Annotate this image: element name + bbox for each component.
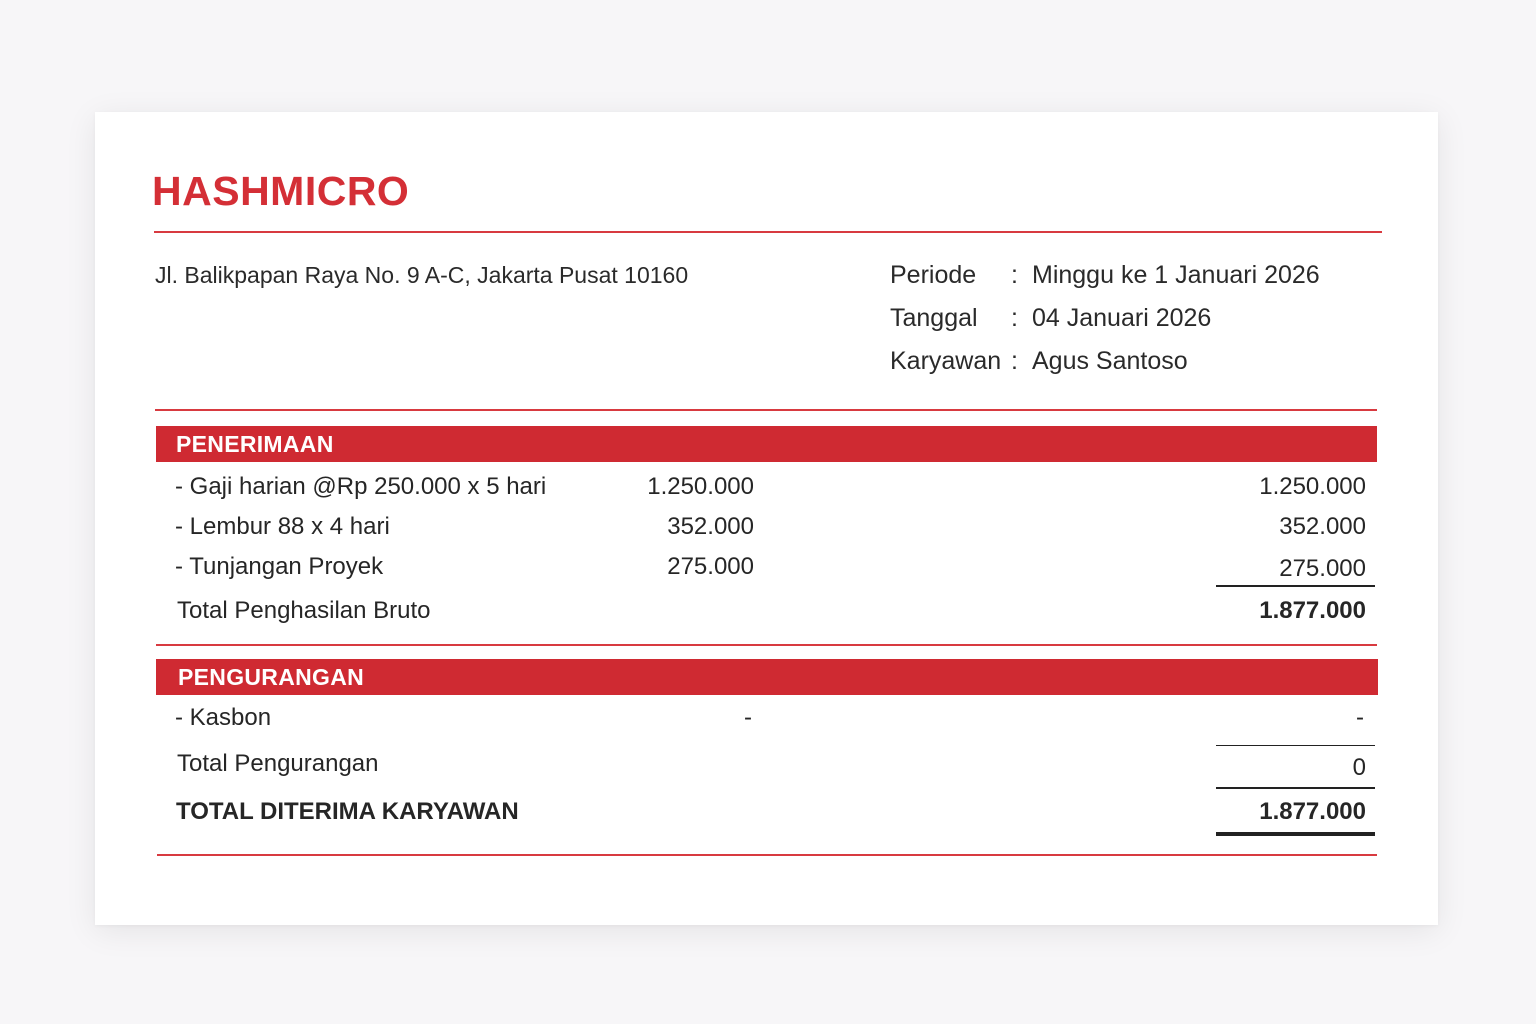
earnings-item-detail: 275.000 bbox=[667, 553, 754, 580]
footer-divider bbox=[157, 854, 1377, 856]
net-total-row bbox=[95, 795, 1438, 829]
earnings-item-label: - Gaji harian @Rp 250.000 x 5 hari bbox=[175, 473, 547, 500]
deductions-top-underline bbox=[1216, 745, 1375, 746]
section-divider bbox=[156, 644, 1377, 646]
earnings-item-label: - Tunjangan Proyek bbox=[175, 553, 384, 580]
meta-separator: : bbox=[1011, 304, 1018, 332]
subtotal-underline bbox=[1216, 585, 1375, 587]
earnings-item-amount: 275.000 bbox=[1279, 555, 1366, 582]
earnings-item-label: - Lembur 88 x 4 hari bbox=[175, 513, 390, 540]
earnings-total-row bbox=[95, 594, 1438, 628]
earnings-row bbox=[95, 510, 1438, 544]
company-logo: HASHMICRO bbox=[152, 168, 410, 214]
earnings-total-label: Total Penghasilan Bruto bbox=[177, 597, 431, 624]
meta-value: Minggu ke 1 Januari 2026 bbox=[1032, 261, 1320, 289]
earnings-item-amount: 1.250.000 bbox=[1259, 473, 1366, 500]
deductions-title: PENGURANGAN bbox=[178, 664, 365, 690]
deductions-item-label: - Kasbon bbox=[175, 704, 272, 731]
meta-value: Agus Santoso bbox=[1032, 347, 1188, 375]
deductions-total-row bbox=[95, 747, 1438, 781]
deductions-item-detail: - bbox=[744, 704, 752, 731]
deductions-header bbox=[156, 659, 1378, 695]
meta-value: 04 Januari 2026 bbox=[1032, 304, 1212, 332]
earnings-title: PENERIMAAN bbox=[176, 431, 334, 457]
earnings-total-amount: 1.877.000 bbox=[1259, 597, 1366, 624]
meta-separator: : bbox=[1011, 261, 1018, 289]
section-divider bbox=[155, 409, 1377, 411]
earnings-row bbox=[95, 550, 1438, 584]
earnings-item-amount: 352.000 bbox=[1279, 513, 1366, 540]
meta-separator: : bbox=[1011, 347, 1018, 375]
earnings-item-detail: 352.000 bbox=[667, 513, 754, 540]
meta-key: Karyawan bbox=[890, 347, 1002, 375]
earnings-item-detail: 1.250.000 bbox=[647, 473, 754, 500]
earnings-row bbox=[95, 470, 1438, 504]
net-total-amount: 1.877.000 bbox=[1259, 798, 1366, 825]
header-divider bbox=[154, 231, 1382, 233]
deductions-total-amount: 0 bbox=[1352, 754, 1366, 781]
meta-key: Periode bbox=[890, 261, 977, 289]
payslip-card bbox=[95, 112, 1438, 925]
earnings-header bbox=[156, 426, 1377, 462]
meta-key: Tanggal bbox=[890, 304, 978, 332]
deductions-bottom-underline bbox=[1216, 787, 1375, 789]
company-address: Jl. Balikpapan Raya No. 9 A-C, Jakarta Pusat 10160 bbox=[155, 262, 689, 288]
deductions-item-amount: - bbox=[1356, 704, 1364, 731]
deductions-total-label: Total Pengurangan bbox=[177, 750, 379, 777]
net-total-underline bbox=[1216, 832, 1375, 836]
net-total-label: TOTAL DITERIMA KARYAWAN bbox=[176, 798, 519, 825]
deductions-row bbox=[95, 701, 1438, 735]
